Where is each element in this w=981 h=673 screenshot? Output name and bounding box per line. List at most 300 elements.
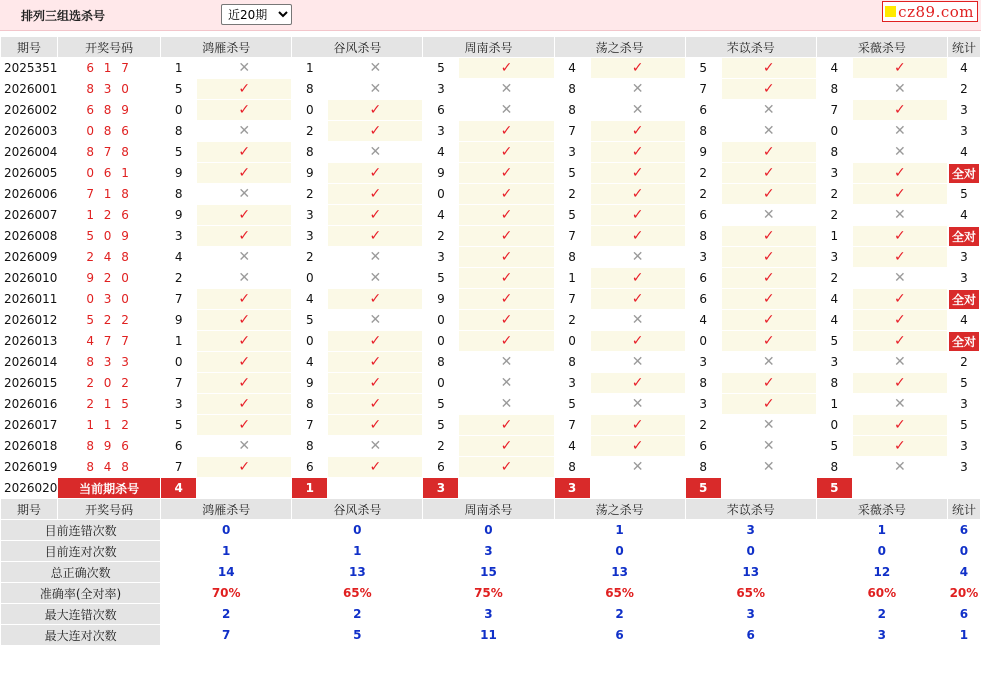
cross-icon: ✕ [893,459,906,475]
kill-result-cell [197,457,291,477]
stats-value: 60% [817,583,947,603]
check-icon: ✓ [893,291,906,307]
table-row [1,331,980,351]
kill-number-cell: 8 [686,121,721,141]
kill-result-cell [197,268,291,288]
cross-icon: ✕ [238,249,251,265]
kill-number-cell: 7 [555,289,590,309]
check-icon: ✓ [893,186,906,202]
kill-number-cell: 0 [292,268,327,288]
hit-count-value: 3 [960,460,968,474]
cross-icon: ✕ [369,270,382,286]
col-expert-header: 周南杀号 [423,37,553,57]
kill-result-cell [722,436,816,456]
check-icon: ✓ [238,312,251,328]
kill-result-cell [722,205,816,225]
kill-result-cell [459,205,553,225]
kill-number-cell: 9 [423,289,458,309]
hit-count-value: 3 [960,439,968,453]
check-icon: ✓ [762,228,775,244]
col-expert-header: 荡之杀号 [555,499,685,519]
draw-number-cell: 8 3 0 [86,82,132,96]
table-body [1,37,980,645]
kill-number-cell: 0 [817,121,852,141]
kill-number-cell: 5 [555,394,590,414]
stats-value: 75% [423,583,553,603]
kill-number-cell: 3 [817,163,852,183]
check-icon: ✓ [893,438,906,454]
stats-row [1,625,980,645]
stats-total: 1 [948,625,980,645]
kill-result-cell [197,142,291,162]
period-cell: 2026018 [1,436,57,456]
kill-number-cell: 2 [555,310,590,330]
kill-number-cell: 2 [817,184,852,204]
col-period-header: 期号 [1,37,57,57]
kill-number-cell: 5 [292,310,327,330]
table-row [1,205,980,225]
table-row [1,373,980,393]
kill-number-cell: 5 [423,394,458,414]
stats-row [1,541,980,561]
kill-number-cell: 5 [555,205,590,225]
kill-number-cell: 5 [423,58,458,78]
kill-result-cell [328,457,422,477]
hit-count-value: 4 [960,145,968,159]
check-icon: ✓ [762,396,775,412]
blank-cell [722,478,816,498]
kill-number-cell: 4 [423,205,458,225]
check-icon: ✓ [500,186,513,202]
stats-total: 4 [948,562,980,582]
check-icon: ✓ [500,333,513,349]
check-icon: ✓ [238,375,251,391]
kill-result-cell [459,163,553,183]
stats-value: 3 [686,604,816,624]
kill-number-cell: 8 [292,79,327,99]
kill-number-cell: 5 [423,415,458,435]
hit-count-value: 2 [960,355,968,369]
table-row [1,436,980,456]
check-icon: ✓ [238,81,251,97]
check-icon: ✓ [631,417,644,433]
kill-number-cell: 0 [686,331,721,351]
kill-result-cell [722,352,816,372]
kill-result-cell [328,184,422,204]
check-icon: ✓ [500,459,513,475]
kill-result-cell [459,394,553,414]
current-kill-value: 1 [292,478,327,498]
kill-result-cell [853,184,947,204]
blank-cell [948,478,980,498]
kill-result-cell [853,457,947,477]
kill-number-cell: 2 [555,184,590,204]
cross-icon: ✕ [631,396,644,412]
kill-number-cell: 8 [292,436,327,456]
kill-number-cell: 3 [555,142,590,162]
hit-count-value: 3 [960,124,968,138]
check-icon: ✓ [762,375,775,391]
stats-value: 2 [555,604,685,624]
col-expert-header: 荡之杀号 [555,37,685,57]
stats-value: 13 [686,562,816,582]
hit-count-cell [948,415,980,435]
col-expert-header: 鸿雁杀号 [161,499,291,519]
kill-number-cell: 9 [292,373,327,393]
kill-number-cell: 8 [555,352,590,372]
col-stats-header: 统计 [948,37,980,57]
kill-number-cell: 6 [686,289,721,309]
kill-number-cell: 7 [555,415,590,435]
stats-total: 20% [948,583,980,603]
stats-value: 2 [161,604,291,624]
stats-value: 13 [292,562,422,582]
blank-cell [591,478,685,498]
kill-number-cell: 6 [686,205,721,225]
kill-number-cell: 4 [817,289,852,309]
check-icon: ✓ [369,102,382,118]
kill-number-table [0,36,981,646]
kill-number-cell: 7 [555,226,590,246]
kill-result-cell [853,352,947,372]
stats-value: 7 [161,625,291,645]
cross-icon: ✕ [369,60,382,76]
hit-count-cell [948,205,980,225]
cross-icon: ✕ [762,123,775,139]
check-icon: ✓ [238,417,251,433]
kill-number-cell: 6 [161,436,196,456]
kill-result-cell [722,247,816,267]
kill-number-cell: 6 [423,457,458,477]
kill-number-cell: 3 [423,247,458,267]
kill-result-cell [328,289,422,309]
check-icon: ✓ [369,354,382,370]
kill-number-cell: 8 [817,142,852,162]
stats-row [1,583,980,603]
kill-result-cell [328,79,422,99]
kill-result-cell [853,58,947,78]
kill-number-cell: 5 [817,436,852,456]
kill-result-cell [328,100,422,120]
hit-count-value: 2 [960,82,968,96]
stats-value: 6 [686,625,816,645]
kill-result-cell [722,268,816,288]
col-expert-header: 周南杀号 [423,499,553,519]
stats-value: 14 [161,562,291,582]
kill-result-cell [722,121,816,141]
check-icon: ✓ [369,417,382,433]
col-period-header: 期号 [1,499,57,519]
period-cell: 2026007 [1,205,57,225]
kill-number-cell: 4 [555,436,590,456]
check-icon: ✓ [762,270,775,286]
col-expert-header: 芣苡杀号 [686,499,816,519]
kill-result-cell [591,163,685,183]
kill-number-cell: 7 [817,100,852,120]
kill-result-cell [853,205,947,225]
all-correct-badge: 全对 [949,164,979,183]
kill-number-cell: 3 [817,247,852,267]
kill-number-cell: 4 [292,289,327,309]
hit-count-value: 5 [960,418,968,432]
cross-icon: ✕ [500,354,513,370]
check-icon: ✓ [238,459,251,475]
stats-value: 0 [817,541,947,561]
blank-cell [197,478,291,498]
kill-number-cell: 6 [686,268,721,288]
cross-icon: ✕ [893,123,906,139]
check-icon: ✓ [631,144,644,160]
kill-result-cell [853,373,947,393]
kill-number-cell: 1 [161,331,196,351]
cross-icon: ✕ [893,144,906,160]
kill-result-cell [591,415,685,435]
check-icon: ✓ [500,417,513,433]
check-icon: ✓ [238,291,251,307]
kill-number-cell: 1 [817,394,852,414]
cross-icon: ✕ [369,249,382,265]
kill-result-cell [722,58,816,78]
check-icon: ✓ [369,186,382,202]
kill-result-cell [591,394,685,414]
stats-value: 1 [292,541,422,561]
kill-number-cell: 8 [686,373,721,393]
check-icon: ✓ [893,165,906,181]
kill-number-cell: 6 [292,457,327,477]
stats-value: 2 [817,604,947,624]
check-icon: ✓ [369,375,382,391]
kill-result-cell [853,415,947,435]
kill-number-cell: 2 [423,226,458,246]
kill-result-cell [197,100,291,120]
blank-cell [328,478,422,498]
kill-result-cell [591,289,685,309]
kill-result-cell [591,58,685,78]
hit-count-cell [948,247,980,267]
kill-number-cell: 0 [817,415,852,435]
kill-result-cell [853,331,947,351]
kill-result-cell [459,268,553,288]
kill-number-cell: 8 [686,226,721,246]
check-icon: ✓ [238,228,251,244]
kill-result-cell [197,226,291,246]
kill-result-cell [197,184,291,204]
check-icon: ✓ [893,417,906,433]
kill-number-cell: 6 [423,100,458,120]
kill-result-cell [459,58,553,78]
current-kill-value: 3 [555,478,590,498]
check-icon: ✓ [631,60,644,76]
stats-value: 13 [555,562,685,582]
kill-result-cell [197,247,291,267]
period-cell: 2026001 [1,79,57,99]
kill-number-cell: 3 [423,79,458,99]
kill-result-cell [459,184,553,204]
table-row [1,247,980,267]
kill-number-cell: 4 [817,310,852,330]
kill-result-cell [722,394,816,414]
table-row [1,100,980,120]
col-draw-header: 开奖号码 [58,499,160,519]
kill-result-cell [328,373,422,393]
kill-result-cell [459,121,553,141]
kill-result-cell [853,100,947,120]
draw-number-cell: 5 0 9 [86,229,132,243]
kill-result-cell [459,310,553,330]
stats-value: 3 [423,604,553,624]
kill-result-cell [459,373,553,393]
period-cell: 2026019 [1,457,57,477]
hit-count-value: 4 [960,208,968,222]
table-row [1,352,980,372]
cross-icon: ✕ [238,60,251,76]
kill-result-cell [459,226,553,246]
hit-count-cell [948,226,980,246]
check-icon: ✓ [369,459,382,475]
check-icon: ✓ [631,228,644,244]
kill-result-cell [591,352,685,372]
kill-result-cell [328,226,422,246]
table-row [1,142,980,162]
hit-count-cell [948,457,980,477]
check-icon: ✓ [238,207,251,223]
cross-icon: ✕ [893,354,906,370]
kill-result-cell [853,394,947,414]
stats-label: 目前连对次数 [1,541,160,561]
kill-number-cell: 9 [161,205,196,225]
kill-number-cell: 8 [817,79,852,99]
check-icon: ✓ [500,165,513,181]
check-icon: ✓ [238,354,251,370]
kill-result-cell [591,121,685,141]
kill-number-cell: 7 [292,415,327,435]
period-cell: 2026003 [1,121,57,141]
kill-result-cell [591,79,685,99]
kill-result-cell [459,79,553,99]
table-row [1,58,980,78]
kill-number-cell: 9 [161,163,196,183]
kill-result-cell [591,457,685,477]
kill-result-cell [722,100,816,120]
kill-result-cell [328,394,422,414]
check-icon: ✓ [500,228,513,244]
check-icon: ✓ [631,291,644,307]
hit-count-cell [948,58,980,78]
col-expert-header: 采薇杀号 [817,499,947,519]
kill-result-cell [722,142,816,162]
kill-result-cell [853,226,947,246]
kill-result-cell [853,268,947,288]
draw-number-cell: 6 8 9 [86,103,132,117]
kill-number-cell: 2 [817,268,852,288]
kill-number-cell: 3 [292,205,327,225]
kill-result-cell [197,331,291,351]
check-icon: ✓ [238,144,251,160]
all-correct-badge: 全对 [949,332,979,351]
period-cell: 2026016 [1,394,57,414]
kill-number-cell: 7 [161,457,196,477]
kill-result-cell [722,331,816,351]
kill-number-cell: 0 [555,331,590,351]
kill-number-cell: 0 [161,352,196,372]
kill-number-cell: 5 [817,331,852,351]
period-cell: 2026009 [1,247,57,267]
stats-total: 6 [948,520,980,540]
check-icon: ✓ [631,165,644,181]
period-range-select[interactable] [221,4,292,25]
col-expert-header: 谷风杀号 [292,499,422,519]
cross-icon: ✕ [369,144,382,160]
stats-value: 70% [161,583,291,603]
kill-number-cell: 0 [423,184,458,204]
current-kill-label: 当前期杀号 [58,478,160,498]
kill-result-cell [591,310,685,330]
kill-result-cell [197,394,291,414]
site-logo[interactable] [882,1,978,22]
hit-count-value: 4 [960,61,968,75]
kill-result-cell [591,205,685,225]
draw-number-cell: 8 4 8 [86,460,132,474]
kill-result-cell [328,310,422,330]
check-icon: ✓ [762,249,775,265]
kill-result-cell [459,142,553,162]
cross-icon: ✕ [762,459,775,475]
check-icon: ✓ [762,165,775,181]
kill-number-cell: 7 [686,79,721,99]
kill-result-cell [591,436,685,456]
stats-value: 5 [292,625,422,645]
stats-label: 最大连错次数 [1,604,160,624]
draw-number-cell: 1 1 2 [86,418,132,432]
check-icon: ✓ [631,333,644,349]
table-row [1,226,980,246]
kill-result-cell [722,184,816,204]
kill-result-cell [853,121,947,141]
kill-result-cell [722,457,816,477]
cross-icon: ✕ [631,102,644,118]
kill-result-cell [853,310,947,330]
kill-result-cell [853,142,947,162]
check-icon: ✓ [500,123,513,139]
kill-result-cell [197,58,291,78]
check-icon: ✓ [893,375,906,391]
check-icon: ✓ [238,102,251,118]
cross-icon: ✕ [369,312,382,328]
stats-value: 3 [817,625,947,645]
cross-icon: ✕ [238,123,251,139]
kill-number-cell: 3 [686,247,721,267]
period-cell: 2026012 [1,310,57,330]
kill-result-cell [591,226,685,246]
draw-number-cell: 0 6 1 [86,166,132,180]
cross-icon: ✕ [500,102,513,118]
stats-label: 准确率(全对率) [1,583,160,603]
kill-number-cell: 4 [292,352,327,372]
table-row [1,121,980,141]
draw-number-cell: 8 7 8 [86,145,132,159]
period-cell: 2026006 [1,184,57,204]
check-icon: ✓ [893,249,906,265]
draw-number-cell: 4 7 7 [86,334,132,348]
cross-icon: ✕ [893,270,906,286]
kill-result-cell [197,352,291,372]
kill-number-cell: 9 [161,310,196,330]
kill-number-cell: 2 [292,247,327,267]
table-row [1,79,980,99]
kill-number-cell: 8 [161,184,196,204]
check-icon: ✓ [500,249,513,265]
col-expert-header: 鸿雁杀号 [161,37,291,57]
